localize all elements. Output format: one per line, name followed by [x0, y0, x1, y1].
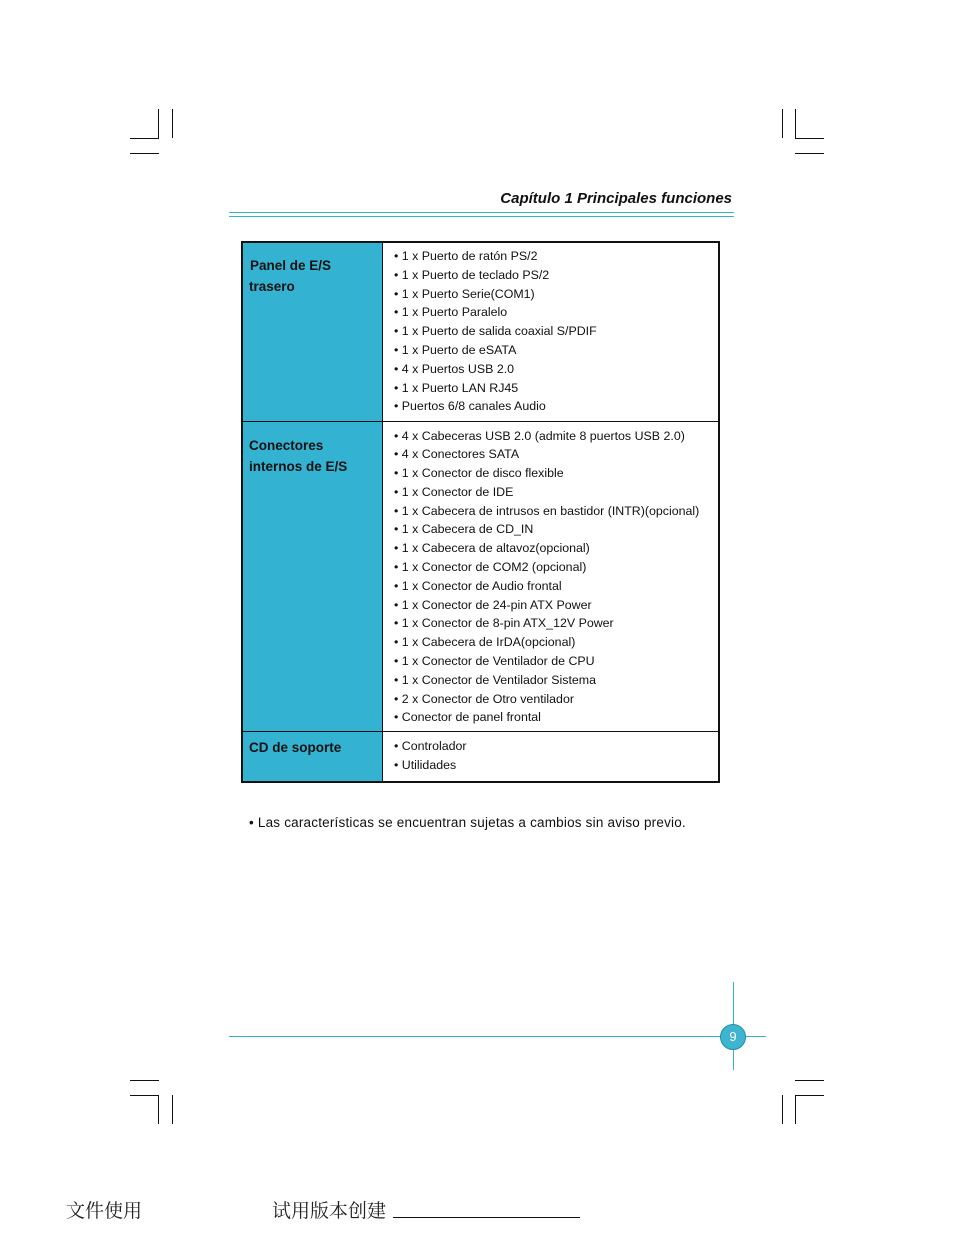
watermark-left: 文件使用	[66, 1200, 143, 1222]
list-item: • 4 x Cabeceras USB 2.0 (admite 8 puertos USB 2.0)	[394, 428, 685, 443]
row-label-line: CD de soporte	[249, 740, 342, 756]
row-label-line: Conectores	[249, 437, 324, 453]
list-item: • 1 x Puerto de ratón PS/2	[394, 249, 538, 263]
crop-mark	[172, 1095, 173, 1124]
list-item: • 1 x Cabecera de CD_IN	[394, 522, 534, 537]
list-item: • 1 x Cabecera de IrDA(opcional)	[394, 635, 576, 650]
table-row	[242, 242, 719, 421]
row-label	[242, 421, 383, 732]
crop-mark	[130, 153, 159, 154]
row-label	[242, 242, 383, 421]
list-item: • 1 x Cabecera de altavoz(opcional)	[394, 541, 590, 556]
crop-mark	[130, 138, 159, 139]
list-item: • 1 x Conector de Audio frontal	[394, 578, 562, 593]
page-number: 9	[720, 1024, 746, 1050]
chapter-title: Capítulo 1 Principales funciones	[500, 190, 732, 207]
list-item: • 1 x Puerto de eSATA	[394, 342, 517, 357]
crop-mark	[130, 1095, 159, 1096]
row-items	[383, 242, 720, 421]
list-item: • 1 x Conector de Ventilador Sistema	[394, 672, 597, 687]
row-label-line: trasero	[249, 279, 295, 294]
crop-mark	[795, 1095, 796, 1124]
list-item: • 1 x Cabecera de intrusos en bastidor (INTR)(opcional)	[394, 503, 700, 518]
list-item: • 4 x Conectores SATA	[394, 447, 520, 462]
footnote: • Las características se encuentran sujetas a cambios sin aviso previo.	[249, 815, 686, 830]
crop-mark	[795, 1095, 824, 1096]
list-item: • 1 x Puerto Serie(COM1)	[394, 286, 535, 301]
list-item: • 1 x Conector de COM2 (opcional)	[394, 560, 587, 575]
crop-mark	[158, 109, 159, 138]
list-item: • 1 x Conector de 8-pin ATX_12V Power	[394, 616, 614, 631]
watermark-right: 试用版本创建	[272, 1200, 387, 1222]
crop-mark	[795, 109, 796, 138]
crop-mark	[130, 1080, 159, 1081]
watermark-underline	[393, 1217, 580, 1218]
list-item: • 1 x Conector de disco flexible	[394, 466, 564, 481]
list-item: • 1 x Puerto de salida coaxial S/PDIF	[394, 324, 597, 339]
list-item: • 1 x Conector de IDE	[394, 484, 514, 499]
footer-rule	[229, 1036, 766, 1037]
crop-mark	[782, 1095, 783, 1124]
crop-mark	[158, 1095, 159, 1124]
crop-mark	[795, 1080, 824, 1081]
list-item: • 1 x Puerto de teclado PS/2	[394, 267, 550, 282]
list-item: • Puertos 6/8 canales Audio	[394, 399, 546, 414]
list-item: • Conector de panel frontal	[394, 710, 541, 725]
row-items	[383, 732, 720, 782]
list-item: • 1 x Puerto LAN RJ45	[394, 380, 519, 395]
row-label	[242, 732, 383, 782]
row-label-line: internos de E/S	[249, 458, 348, 474]
crop-mark	[172, 109, 173, 138]
list-item: • 2 x Conector de Otro ventilador	[394, 691, 574, 706]
list-item: • Controlador	[394, 739, 467, 754]
crop-mark	[795, 138, 824, 139]
table-row	[242, 421, 719, 732]
list-item: • 1 x Puerto Paralelo	[394, 305, 508, 320]
crop-mark	[782, 109, 783, 138]
spec-table	[241, 241, 720, 783]
list-item: • 4 x Puertos USB 2.0	[394, 361, 515, 376]
row-items	[383, 421, 720, 732]
header-rule	[229, 216, 734, 217]
table-row	[242, 732, 719, 782]
list-item: • 1 x Conector de Ventilador de CPU	[394, 654, 595, 669]
list-item: • 1 x Conector de 24-pin ATX Power	[394, 597, 592, 612]
row-label-line: Panel de E/S	[250, 258, 332, 273]
list-item: • Utilidades	[394, 758, 457, 773]
header-rule	[229, 212, 734, 213]
crop-mark	[795, 153, 824, 154]
